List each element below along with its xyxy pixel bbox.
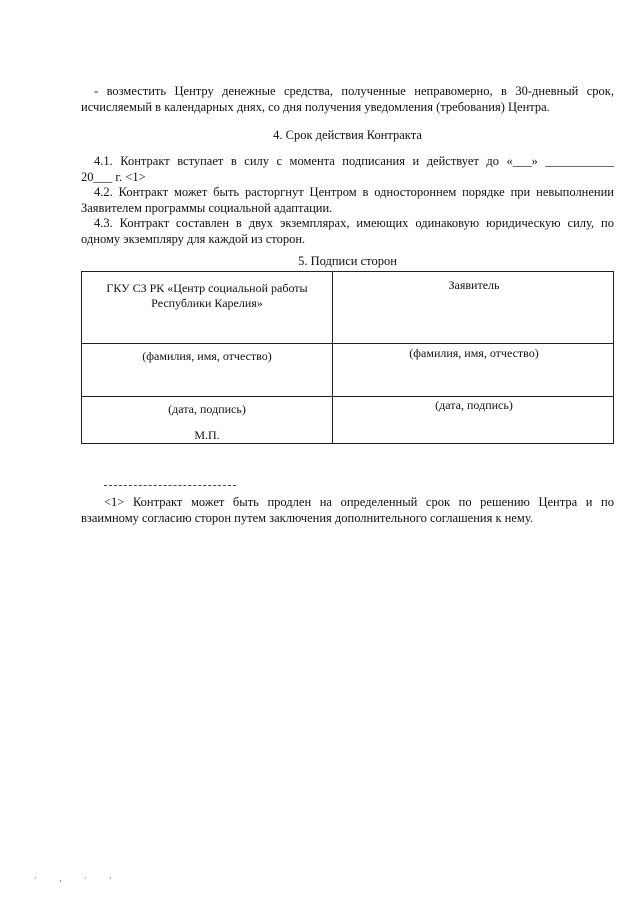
scan-specks: · , · · [34, 873, 122, 883]
signatures-table [81, 271, 614, 444]
left-date-caption: (дата, подпись) [168, 402, 246, 416]
footnote-separator [104, 485, 236, 486]
table-row-divider [82, 396, 613, 397]
section-4-heading: 4. Срок действия Контракта [273, 128, 422, 142]
clause-4-2-line1: 4.2. Контракт может быть расторгнут Центром в одностороннем порядке при невыполнении [94, 185, 614, 199]
clause-4-2-line2: Заявителем программы социальной адаптации. [81, 201, 333, 215]
footnote-line2: взаимному согласию сторон путем заключения дополнительного соглашения к нему. [81, 511, 533, 525]
right-date-caption: (дата, подпись) [435, 398, 513, 412]
clause-4-3-line1: 4.3. Контракт составлен в двух экземплярах, имеющих одинаковую юридическую силу, по [94, 216, 614, 230]
left-party-line2: Республики Карелия» [151, 296, 263, 310]
clause-4-3-line2: одному экземпляру для каждой из сторон. [81, 232, 306, 246]
stamp-label: М.П. [194, 428, 220, 442]
paragraph-refund-line2: исчисляемый в календарных днях, со дня получения уведомления (требования) Центра. [81, 100, 550, 114]
left-fio-caption: (фамилия, имя, отчество) [142, 349, 272, 363]
table-row-divider [82, 343, 613, 344]
section-5-heading: 5. Подписи сторон [298, 254, 397, 268]
clause-4-1-line2: 20___ г. <1> [81, 170, 146, 184]
right-party-name: Заявитель [448, 278, 500, 292]
clause-4-1-line1: 4.1. Контракт вступает в силу с момента подписания и действует до «___» ___________ [94, 154, 614, 168]
left-party-line1: ГКУ СЗ РК «Центр социальной работы [106, 281, 308, 295]
right-fio-caption: (фамилия, имя, отчество) [409, 346, 539, 360]
left-party-name [82, 281, 332, 311]
footnote-line1: <1> Контракт может быть продлен на определенный срок по решению Центра и по [104, 495, 614, 509]
paragraph-refund-line1: - возместить Центру денежные средства, полученные неправомерно, в 30-дневный срок, [94, 84, 614, 98]
